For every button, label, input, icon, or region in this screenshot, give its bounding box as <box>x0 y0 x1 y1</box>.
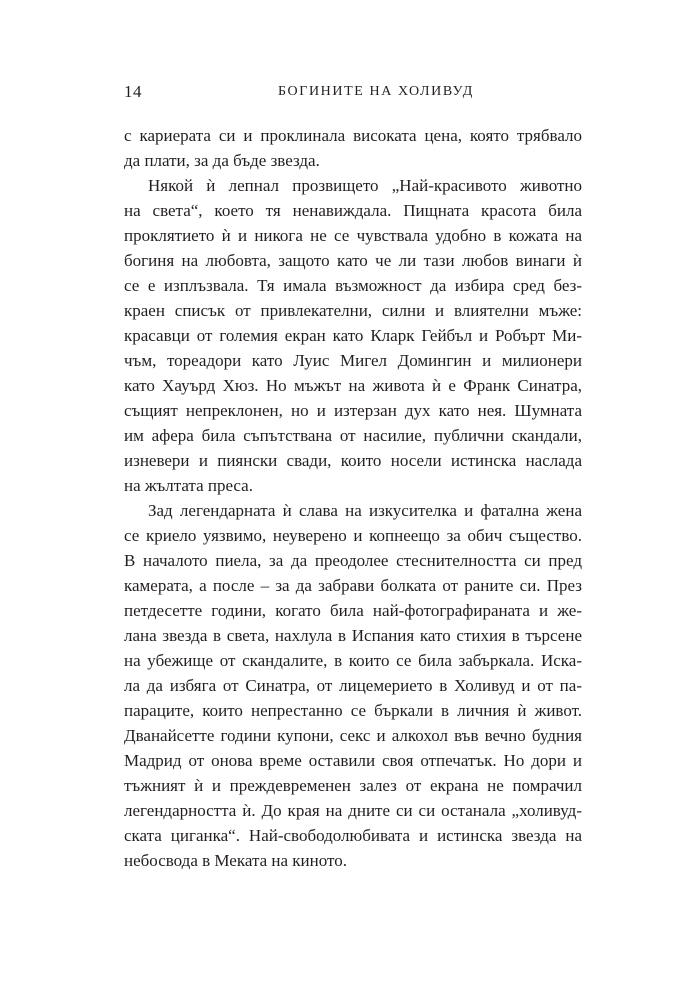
text-line: проклятието ѝ и никога не се чувствала удобно в кожата на <box>124 226 582 245</box>
text-line: лана звезда в света, нахлула в Испания като стихия в търсене <box>124 626 582 645</box>
page-number: 14 <box>124 82 142 101</box>
text-line: на света“, което тя ненавиждала. Пищната красота била <box>124 201 582 220</box>
text-line: чъм, тореадори като Луис Мигел Домингин и милионери <box>124 351 582 370</box>
text-line: тъжният ѝ и преждевременен залез от екрана не помрачил <box>124 776 582 795</box>
body-text <box>124 123 582 873</box>
text-line: да плати, за да бъде звезда. <box>124 151 320 170</box>
text-line: богиня на любовта, защото като че ли тази любов винаги ѝ <box>124 251 582 270</box>
text-line: параците, които непрестанно се бъркали в личния ѝ живот. <box>124 701 582 720</box>
text-line: ла да избяга от Синатра, от лицемерието в Холивуд и от па- <box>124 676 582 695</box>
text-line: им афера била съпътствана от насилие, публични скандали, <box>124 426 582 445</box>
text-line: с кариерата си и проклинала високата цена, която трябвало <box>124 126 582 145</box>
text-line: се е изплъзвала. Тя имала възможност да избира сред без- <box>124 276 582 295</box>
text-line: Дванайсетте години купони, секс и алкохол във вечно будния <box>124 726 582 745</box>
text-line: камерата, а после – за да забрави болката от раните си. През <box>124 576 582 595</box>
running-title: БОГИНИТЕ НА ХОЛИВУД <box>278 84 474 99</box>
text-line: В началото пиела, за да преодолее стеснителността си пред <box>124 551 582 570</box>
text-line: петдесетте години, когато била най-фотографираната и же- <box>124 601 582 620</box>
text-line: Някой ѝ лепнал прозвището „Най-красивото животно <box>148 176 582 195</box>
text-line: Мадрид от онова време оставили своя отпечатък. Но дори и <box>124 751 582 770</box>
text-line: се криело уязвимо, неуверено и копнеещо за обич същество. <box>124 526 582 545</box>
text-line: същият непреклонен, но и изтерзан дух като нея. Шумната <box>124 401 582 420</box>
text-line: на убежище от скандалите, в които се била забъркала. Иска- <box>124 651 582 670</box>
text-line: като Хауърд Хюз. Но мъжът на живота ѝ е Франк Синатра, <box>124 376 582 395</box>
text-line: на жълтата преса. <box>124 476 253 495</box>
text-line: изневери и пиянски свади, които носели истинска наслада <box>124 451 582 470</box>
text-line: ската циганка“. Най-свободолюбивата и истинска звезда на <box>124 826 582 845</box>
text-line: Зад легендарната ѝ слава на изкусителка и фатална жена <box>148 501 582 520</box>
text-line: краен списък от привлекателни, силни и влиятелни мъже: <box>124 301 582 320</box>
text-line: легендарността ѝ. До края на дните си си останала „холивуд- <box>124 801 582 820</box>
text-line: небосвода в Меката на киното. <box>124 851 347 870</box>
text-line: красавци от големия екран като Кларк Гейбъл и Робърт Ми- <box>124 326 582 345</box>
